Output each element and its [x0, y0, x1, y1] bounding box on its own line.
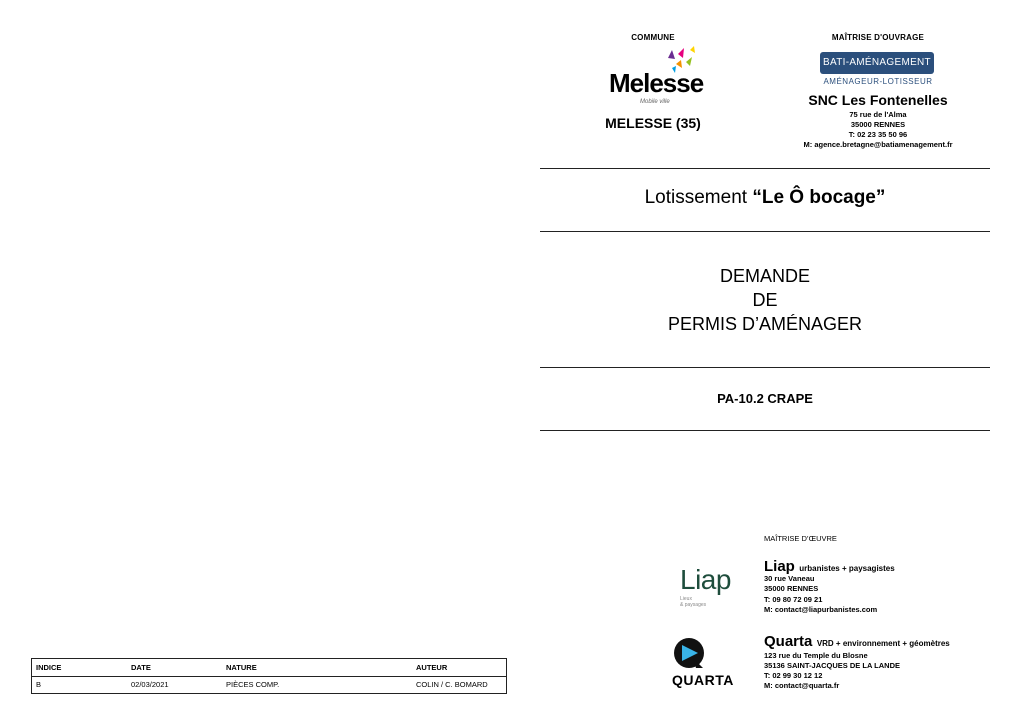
revision-table: [31, 658, 507, 694]
maitre-ouvrage-address-street: 75 rue de l'Alma: [849, 110, 907, 119]
divider: [540, 168, 990, 169]
lotissement-name: “Le Ô bocage”: [752, 187, 886, 208]
maitrise-oeuvre-label: MAÎTRISE D’ŒUVRE: [764, 534, 837, 543]
quarta-email: M: contact@quarta.fr: [764, 681, 840, 690]
melesse-tagline: Mobile ville: [640, 99, 670, 105]
table-row: [32, 676, 506, 693]
document-title: [540, 264, 990, 336]
liap-name: Liap: [764, 558, 795, 575]
maitre-ouvrage-name: SNC Les Fontenelles: [808, 92, 948, 108]
commune-name: MELESSE (35): [605, 115, 701, 131]
revision-indice: B: [36, 680, 42, 689]
quarta-address-street: 123 rue du Temple du Blosne: [764, 651, 868, 660]
revision-nature: PIÈCES COMP.: [226, 680, 280, 689]
liap-logo-tagline: Lieux: [680, 596, 692, 602]
divider: [540, 367, 990, 368]
melesse-wordmark: Melesse: [609, 68, 704, 98]
liap-logo-word: Liap: [680, 564, 731, 595]
revision-header-date: DATE: [131, 663, 151, 672]
maitre-ouvrage-email: M: agence.bretagne@batiamenagement.fr: [803, 140, 953, 149]
revision-date: 02/03/2021: [131, 680, 169, 689]
quarta-logo: [672, 636, 742, 688]
quarta-name: Quarta: [764, 633, 813, 650]
maitre-ouvrage-phone: T: 02 23 35 50 96: [848, 130, 908, 139]
quarta-q-icon: [672, 636, 742, 670]
liap-description: urbanistes + paysagistes: [799, 564, 895, 573]
maitrise-ouvrage-label: MAÎTRISE D'OUVRAGE: [831, 33, 925, 42]
document-title-line: PERMIS D’AMÉNAGER: [667, 314, 863, 334]
lotissement-prefix: Lotissement: [644, 187, 753, 208]
liap-logo: [680, 564, 731, 608]
bati-amenagement-subtitle: AMÉNAGEUR-LOTISSEUR: [823, 77, 933, 86]
quarta-phone: T: 02 99 30 12 12: [764, 671, 823, 680]
revision-header-nature: NATURE: [226, 663, 257, 672]
revision-header-indice: INDICE: [36, 663, 62, 672]
document-title-line: DE: [752, 290, 778, 310]
piece-reference: PA-10.2 CRAPE: [717, 391, 813, 406]
quarta-heading: [764, 633, 950, 651]
bati-amenagement-logo: BATI-AMÉNAGEMENT: [820, 52, 934, 74]
revision-table-header: [32, 659, 506, 677]
document-title-line: DEMANDE: [719, 266, 810, 286]
maitre-ouvrage-address-city: 35000 RENNES: [850, 120, 906, 129]
quarta-description: VRD + environnement + géomètres: [816, 639, 950, 648]
quarta-logo-word: QUARTA: [672, 672, 734, 688]
revision-header-auteur: AUTEUR: [416, 663, 448, 672]
divider: [540, 430, 990, 431]
lotissement-title: [540, 187, 990, 209]
liap-address-city: 35000 RENNES: [764, 584, 819, 593]
liap-address-street: 30 rue Vaneau: [764, 574, 815, 583]
revision-auteur: COLIN / C. BOMARD: [416, 680, 488, 689]
liap-email: M: contact@liapurbanistes.com: [764, 605, 878, 614]
divider: [540, 231, 990, 232]
commune-label: COMMUNE: [631, 33, 675, 42]
liap-phone: T: 09 80 72 09 21: [764, 595, 823, 604]
quarta-address-city: 35136 SAINT-JACQUES DE LA LANDE: [764, 661, 901, 670]
liap-logo-tagline: & paysages: [680, 602, 707, 608]
